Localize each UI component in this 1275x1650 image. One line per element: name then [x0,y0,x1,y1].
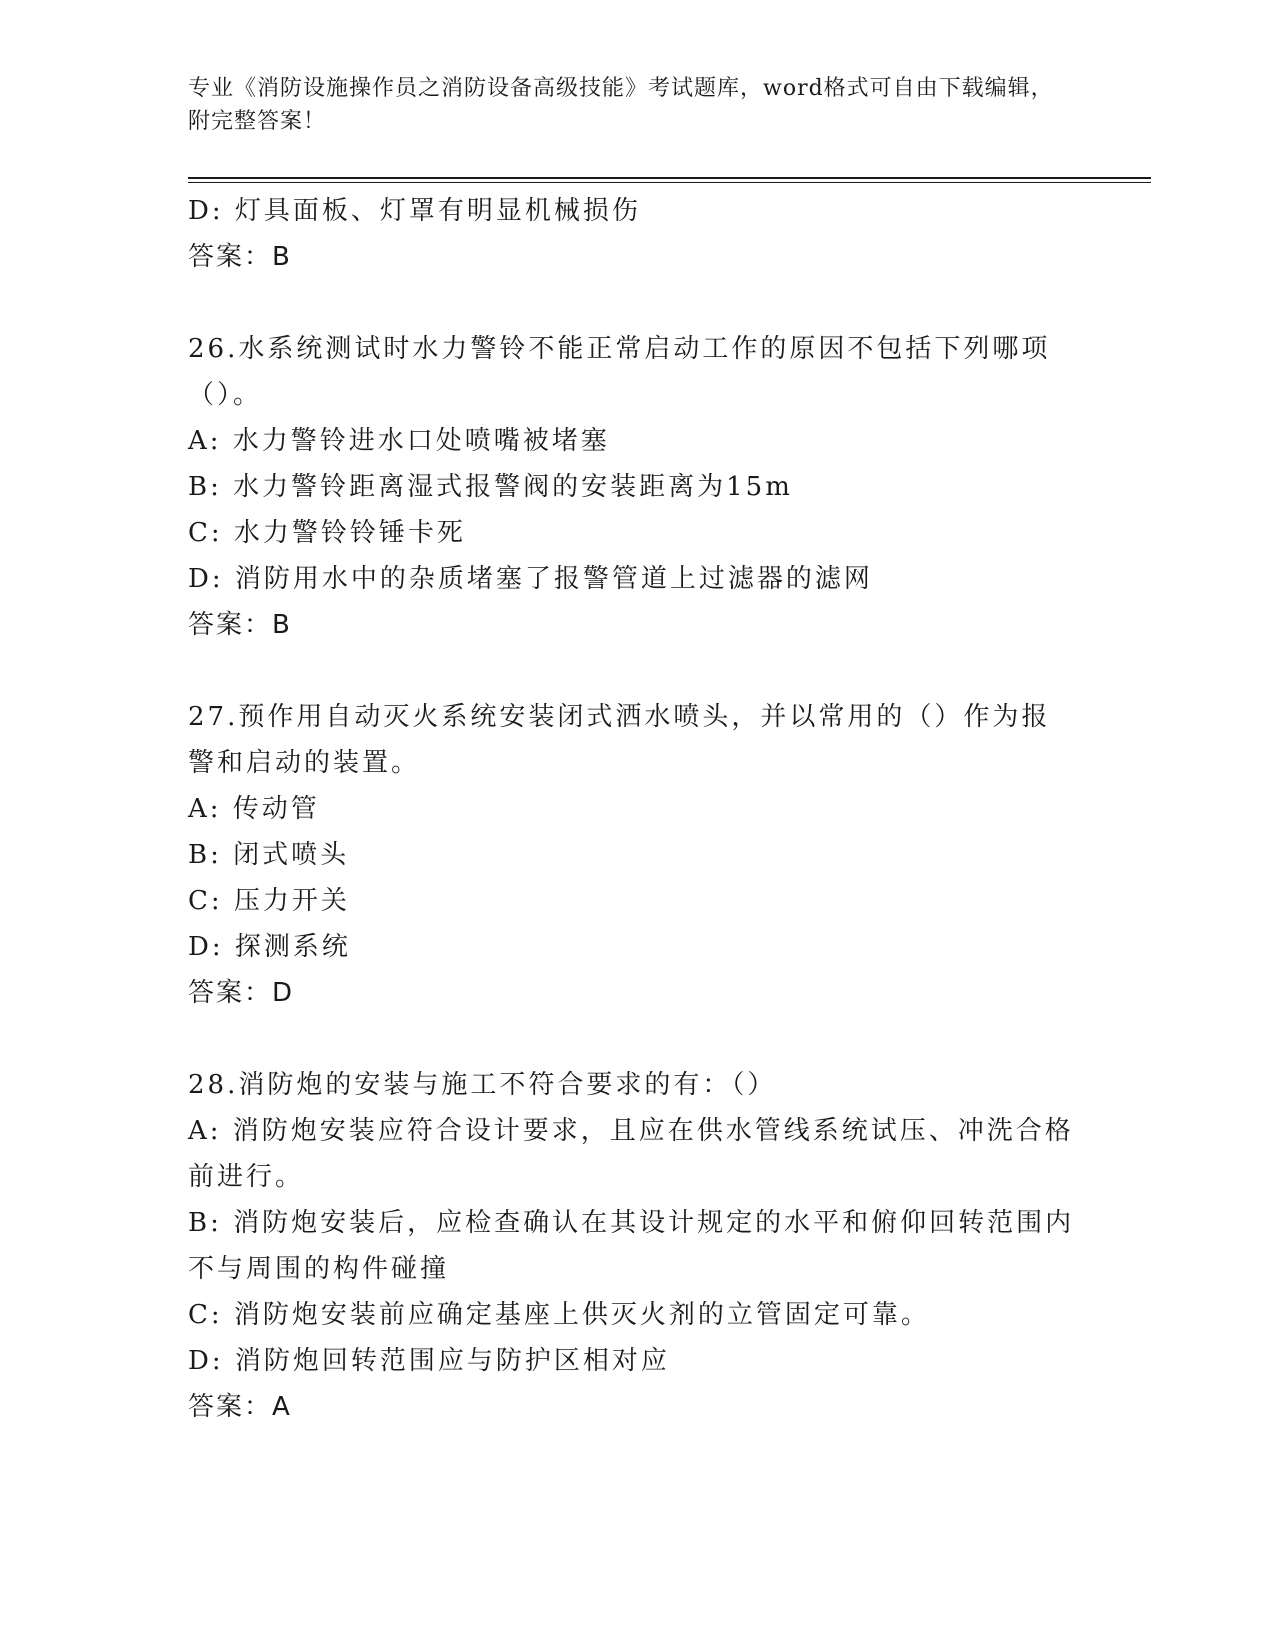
option-c: C: 消防炮安装前应确定基座上供灭火剂的立管固定可靠。 [188,1300,930,1330]
option-a: A: 水力警铃进水口处喷嘴被堵塞 [188,426,610,456]
spacer [188,280,1078,326]
option-b: B: 闭式喷头 [188,840,350,870]
answer-line: 答案：A [188,1392,292,1422]
question-28 [188,1062,1078,1430]
answer-line: 答案：B [188,610,292,640]
option-a: A: 消防炮安装应符合设计要求，且应在供水管线系统试压、冲洗合格前进行。 [188,1116,1074,1192]
option-d: D: 灯具面板、灯罩有明显机械损伤 [188,196,641,226]
spacer [188,648,1078,694]
header-divider-thin [188,182,1151,183]
question-26 [188,326,1078,648]
header-divider-thick [188,177,1151,179]
option-d: D: 消防炮回转范围应与防护区相对应 [188,1346,670,1376]
question-content [188,188,1078,1430]
spacer [188,1016,1078,1062]
option-b: B: 水力警铃距离湿式报警阀的安装距离为15m [188,472,793,502]
answer-line: 答案：B [188,242,292,272]
answer-line: 答案：D [188,978,295,1008]
document-header: 专业《消防设施操作员之消防设备高级技能》考试题库，word格式可自由下载编辑，附完整答案！ [188,76,1054,134]
question-stem: 26.水系统测试时水力警铃不能正常启动工作的原因不包括下列哪项（）。 [188,334,1051,410]
question-stem: 27.预作用自动灭火系统安装闭式洒水喷头，并以常用的（）作为报警和启动的装置。 [188,702,1051,778]
option-c: C: 水力警铃铃锤卡死 [188,518,466,548]
option-a: A: 传动管 [188,794,320,824]
option-b: B: 消防炮安装后，应检查确认在其设计规定的水平和俯仰回转范围内不与周围的构件碰撞 [188,1208,1075,1284]
question-27 [188,694,1078,1016]
option-c: C: 压力开关 [188,886,350,916]
option-d: D: 探测系统 [188,932,351,962]
question-stem: 28.消防炮的安装与施工不符合要求的有：（） [188,1070,777,1100]
option-d: D: 消防用水中的杂质堵塞了报警管道上过滤器的滤网 [188,564,873,594]
